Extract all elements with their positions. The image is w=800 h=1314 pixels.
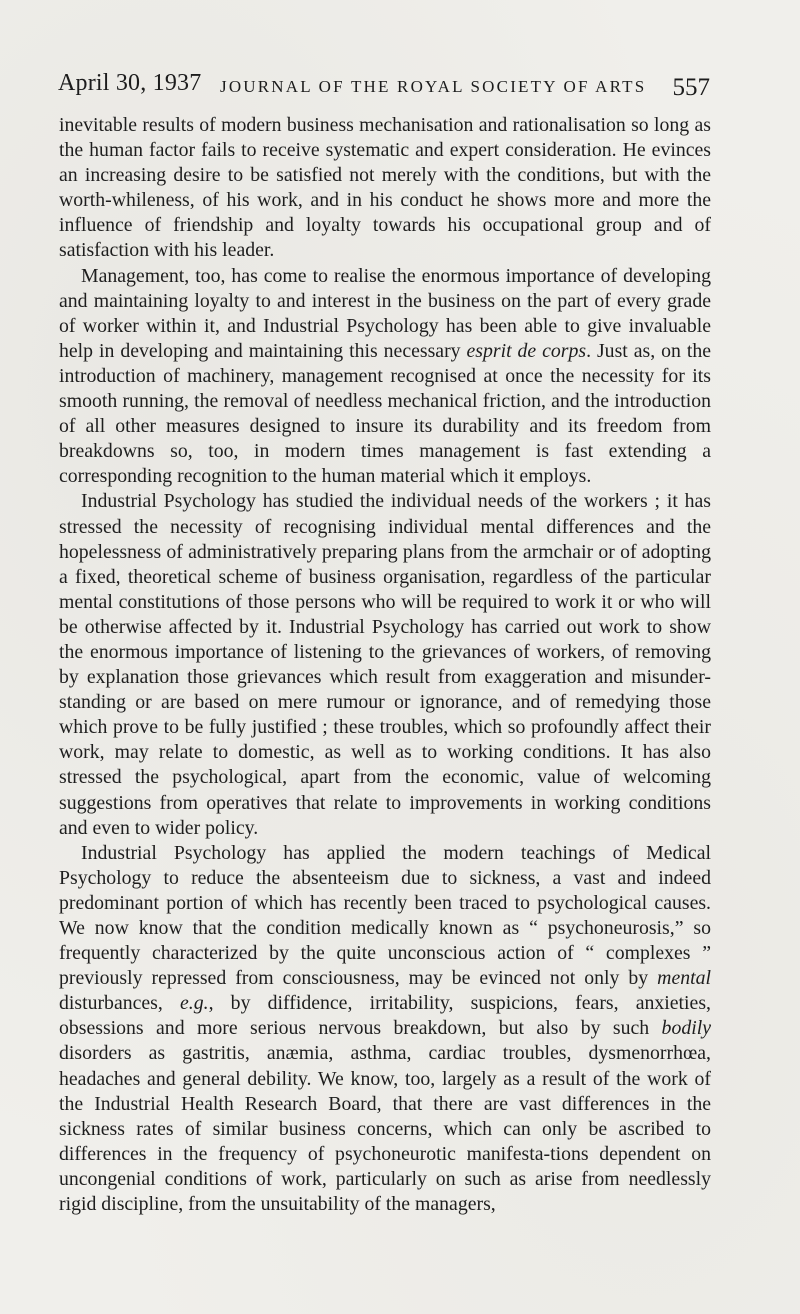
italic-text: bodily	[661, 1017, 711, 1040]
text-run: , by diffidence, irritability, suspicions, fears, anxieties, obsessions and more serious nervous breakdown, but also by such	[59, 992, 711, 1040]
paragraph	[59, 841, 711, 1217]
italic-text: esprit de corps	[466, 339, 587, 362]
paragraph	[59, 489, 711, 840]
page-number: 557	[672, 74, 710, 101]
text-run: . Just as, on the introduction of machinery, management recognised at once the necessity for its smooth running, the removal of needless mechanical friction, and the introduction of all other measures designed to insure its durability and its freedom from breakdowns so, too, in modern times management is fast extending a corresponding recognition to the human material which it employs.	[59, 339, 711, 488]
text-run: Industrial Psychology has applied the modern teachings of Medical Psychology to reduce the absenteeism due to sickness, a vast and indeed predominant portion of which has recently been traced to psychological causes. We now know that the condition medically known as “ psychoneurosis,” so frequently characterized by the quite unconscious action of “ complexes ” previously repressed from consciousness, may be evinced not only by	[59, 841, 711, 990]
running-head	[58, 70, 710, 110]
text-run: disorders as gastritis, anæmia, asthma, cardiac troubles, dysmenorrhœa, headaches and general debility. We know, too, largely as a result of the work of the Industrial Health Research Board, that there are vast differences in the sickness rates of similar business concerns, which can only be ascribed to differences in the frequency of psychoneurotic manifesta-tions dependent on uncongenial conditions of work, particularly on such as arise from needlessly rigid discipline, from the unsuitability of the managers,	[59, 1042, 711, 1216]
text-run: Industrial Psychology has studied the individual needs of the workers ; it has stressed the necessity of recognising individual mental differences and the hopelessness of administratively preparing plans from the armchair or of adopting a fixed, theoretical scheme of business organisation, regardless of the particular mental constitutions of those persons who will be required to work it or who will be otherwise affected by it. Industrial Psychology has carried out work to show the enormous importance of listening to the grievances of workers, of removing by explanation those grievances which result from exaggeration and misunder-standing or are based on mere rumour or ignorance, and of remedying those which prove to be fully justified ; these troubles, which so profoundly affect their work, may relate to domestic, as well as to working conditions. It has also stressed the psychological, apart from the economic, value of welcoming suggestions from operatives that relate to improvements in working conditions and even to wider policy.	[59, 490, 711, 839]
paragraph	[59, 264, 711, 490]
paragraph	[59, 113, 711, 264]
text-run: inevitable results of modern business mechanisation and rationalisation so long as the human factor fails to receive systematic and expert consideration. He evinces an increasing desire to be satisfied not merely with the conditions, but with the worth-whileness, of his work, and in his conduct he shows more and more the influence of friendship and loyalty towards his occupational group and of satisfaction with his leader.	[59, 114, 711, 262]
text-run: Management, too, has come to realise the enormous importance of developing and maintaining loyalty to and interest in the business on the part of every grade of worker within it, and Industrial Psychology has been able to give invaluable help in developing and maintaining this necessary	[59, 264, 711, 362]
journal-title: JOURNAL OF THE ROYAL SOCIETY OF ARTS	[220, 77, 647, 96]
italic-text: mental	[657, 967, 711, 990]
italic-text: e.g.	[180, 992, 209, 1015]
article-body	[59, 113, 711, 1217]
issue-date: April 30, 1937	[58, 70, 202, 96]
text-run: disturbances,	[59, 992, 180, 1015]
